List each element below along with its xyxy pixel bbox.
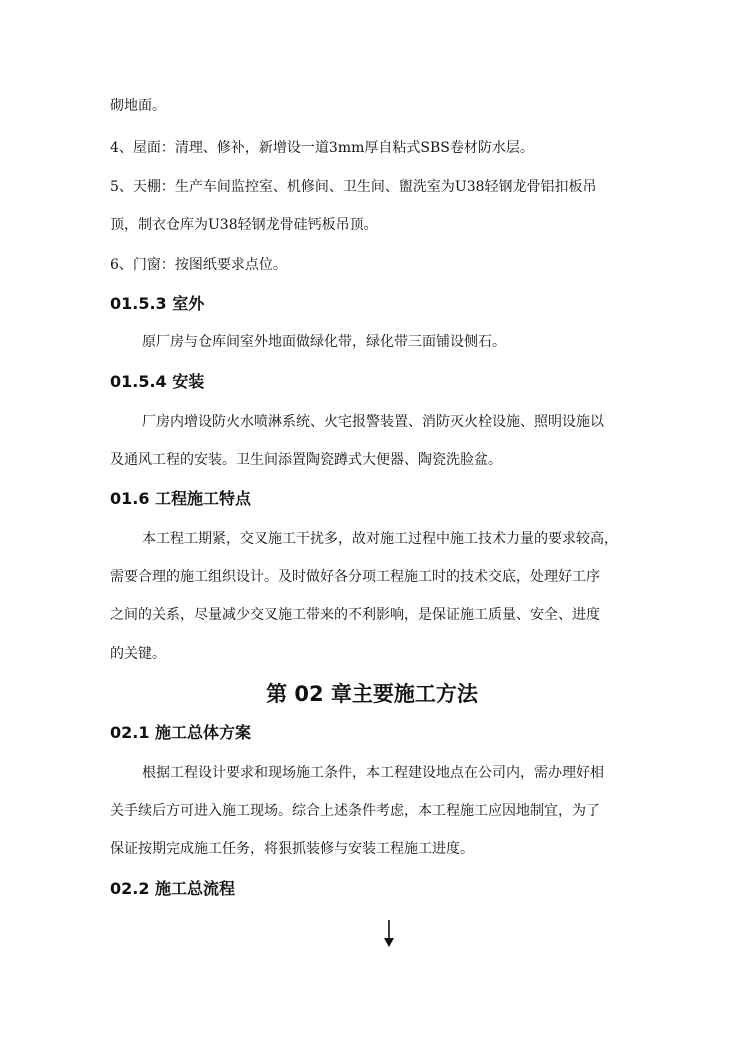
body-line: 顶，制衣仓库为U38轻钢龙骨硅钙板吊顶。 — [110, 217, 378, 233]
section-heading-016: 01.6 工程施工特点 — [110, 489, 252, 508]
body-line: 保证按期完成施工任务，将狠抓装修与安装工程施工进度。 — [110, 841, 474, 857]
body-line: 本工程工期紧，交叉施工干扰多，故对施工过程中施工技术力量的要求较高， — [142, 531, 618, 547]
section-heading-0154: 01.5.4 安装 — [110, 372, 205, 391]
body-line: 5、天棚：生产车间监控室、机修间、卫生间、盥洗室为U38轻钢龙骨铝扣板吊 — [110, 179, 597, 195]
down-arrow-icon — [381, 918, 397, 948]
chapter-title: 第 02 章主要施工方法 — [266, 682, 478, 706]
body-line: 6、门窗：按图纸要求点位。 — [110, 257, 287, 273]
section-heading-0153: 01.5.3 室外 — [110, 294, 205, 313]
body-line: 关手续后方可进入施工现场。综合上述条件考虑，本工程施工应因地制宜，为了 — [110, 803, 600, 819]
body-line: 的关键。 — [110, 646, 166, 662]
section-heading-022: 02.2 施工总流程 — [110, 879, 236, 898]
body-line: 之间的关系，尽量减少交叉施工带来的不利影响，是保证施工质量、安全、进度 — [110, 607, 600, 623]
body-line: 及通风工程的安装。卫生间添置陶瓷蹲式大便器、陶瓷洗脸盆。 — [110, 452, 502, 468]
body-line: 厂房内增设防火水喷淋系统、火宅报警装置、消防灭火栓设施、照明设施以 — [142, 414, 604, 430]
body-line: 砌地面。 — [110, 98, 166, 114]
body-line: 需要合理的施工组织设计。及时做好各分项工程施工时的技术交底，处理好工序 — [110, 569, 600, 585]
body-line: 原厂房与仓库间室外地面做绿化带，绿化带三面铺设侧石。 — [142, 334, 506, 350]
body-line: 根据工程设计要求和现场施工条件，本工程建设地点在公司内，需办理好相 — [142, 765, 604, 781]
section-heading-021: 02.1 施工总体方案 — [110, 723, 252, 742]
body-line: 4、屋面：清理、修补，新增设一道3mm厚自粘式SBS卷材防水层。 — [110, 140, 534, 156]
